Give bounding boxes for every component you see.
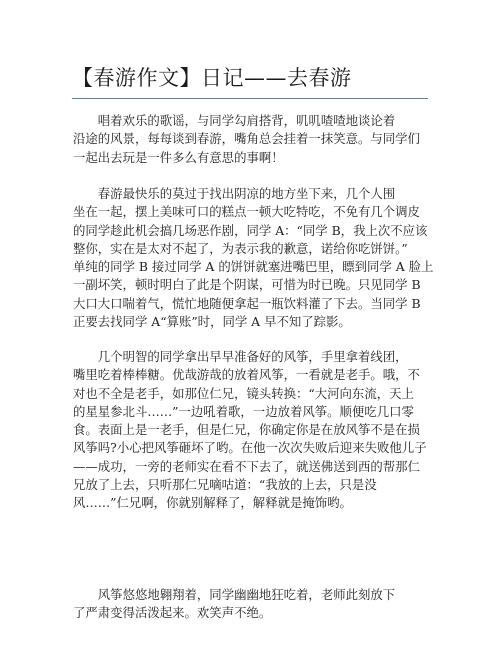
paragraph-line: 单纯的同学 B 接过同学 A 的饼饼就塞进嘴巴里，瞟到同学 A 脸上 (73, 259, 434, 275)
paragraph-line: 食。表面上是一老手，但是仁兄，你确定你是在放风筝不是在损 (73, 422, 420, 438)
paragraph-line: 几个明智的同学拿出早早准备好的风筝，手里拿着线团， (97, 349, 408, 364)
paragraph-line: 的星星参北斗……”一边吼着歌，一边放着风筝。顺便吃几口零 (73, 403, 414, 419)
paragraph-line: 兄放了上去，只听那仁兄嘀咕道：“我放的上去，只是没 (73, 477, 377, 493)
title-divider (72, 98, 428, 99)
paragraph-line: 风筝吗?小心把风筝砸坏了哟。在他一次次失败后迎来失败他儿子 (73, 440, 427, 456)
paragraph-line: 对也不全是老手，如那位仁兄，镜头转换：“大河向东流，天上 (73, 385, 414, 401)
paragraph-line: 大口大口喘着气，慌忙地随便拿起一瓶饮料灌了下去。当同学 B (73, 295, 421, 311)
paragraph-line: 正要去找同学 A“算账”时，同学 A 早不知了踪影。 (73, 314, 351, 330)
paragraph-line: 春游最快乐的莫过于找出阴凉的地方坐下来，几个人围 (97, 186, 396, 201)
page-title: 【春游作文】日记——去春游 (72, 66, 352, 90)
paragraph-line: 风筝悠悠地翱翔着，同学幽幽地狂吃着，老师此刻放下 (97, 587, 396, 602)
paragraph-line: 坐在一起，摆上美味可口的糕点一顿大吃特吃，不免有几个调皮 (73, 204, 420, 220)
paragraph (73, 185, 434, 331)
paragraph (73, 586, 427, 623)
paragraph-line: 一起出去玩是一件多么有意思的事啊！ (73, 149, 284, 165)
paragraph-line: 整你，实在是太对不起了，为表示我的歉意，诺给你吃饼饼。” (73, 240, 408, 256)
paragraph-line: 沿途的风景，每每谈到春游，嘴角总会挂着一抹笑意。与同学们 (73, 131, 420, 147)
paragraph-line: 唱着欢乐的歌谣，与同学勾肩搭背，叽叽喳喳地谈论着 (97, 113, 396, 128)
paragraph (73, 112, 427, 167)
paragraph-line: 的同学趁此机会搞几场恶作剧，同学 A：“同学 B，我上次不应该 (73, 222, 428, 238)
paragraph (73, 348, 427, 513)
paragraph-line: ——成功，一旁的老师实在看不下去了，就送佛送到西的帮那仁 (73, 458, 420, 474)
paragraph-line: 风……”仁兄啊，你就别解释了，解释就是掩饰哟。 (73, 495, 352, 511)
paragraph-line: 了严肃变得活泼起来。欢笑声不绝。 (73, 605, 272, 621)
paragraph-line: 嘴里吃着棒棒糖。优哉游哉的放着风筝，一看就是老手。哦，不 (73, 367, 420, 383)
paragraph-line: 一副坏笑，顿时明白了此是个阴谋，可惜为时已晚。只见同学 B (73, 277, 421, 293)
